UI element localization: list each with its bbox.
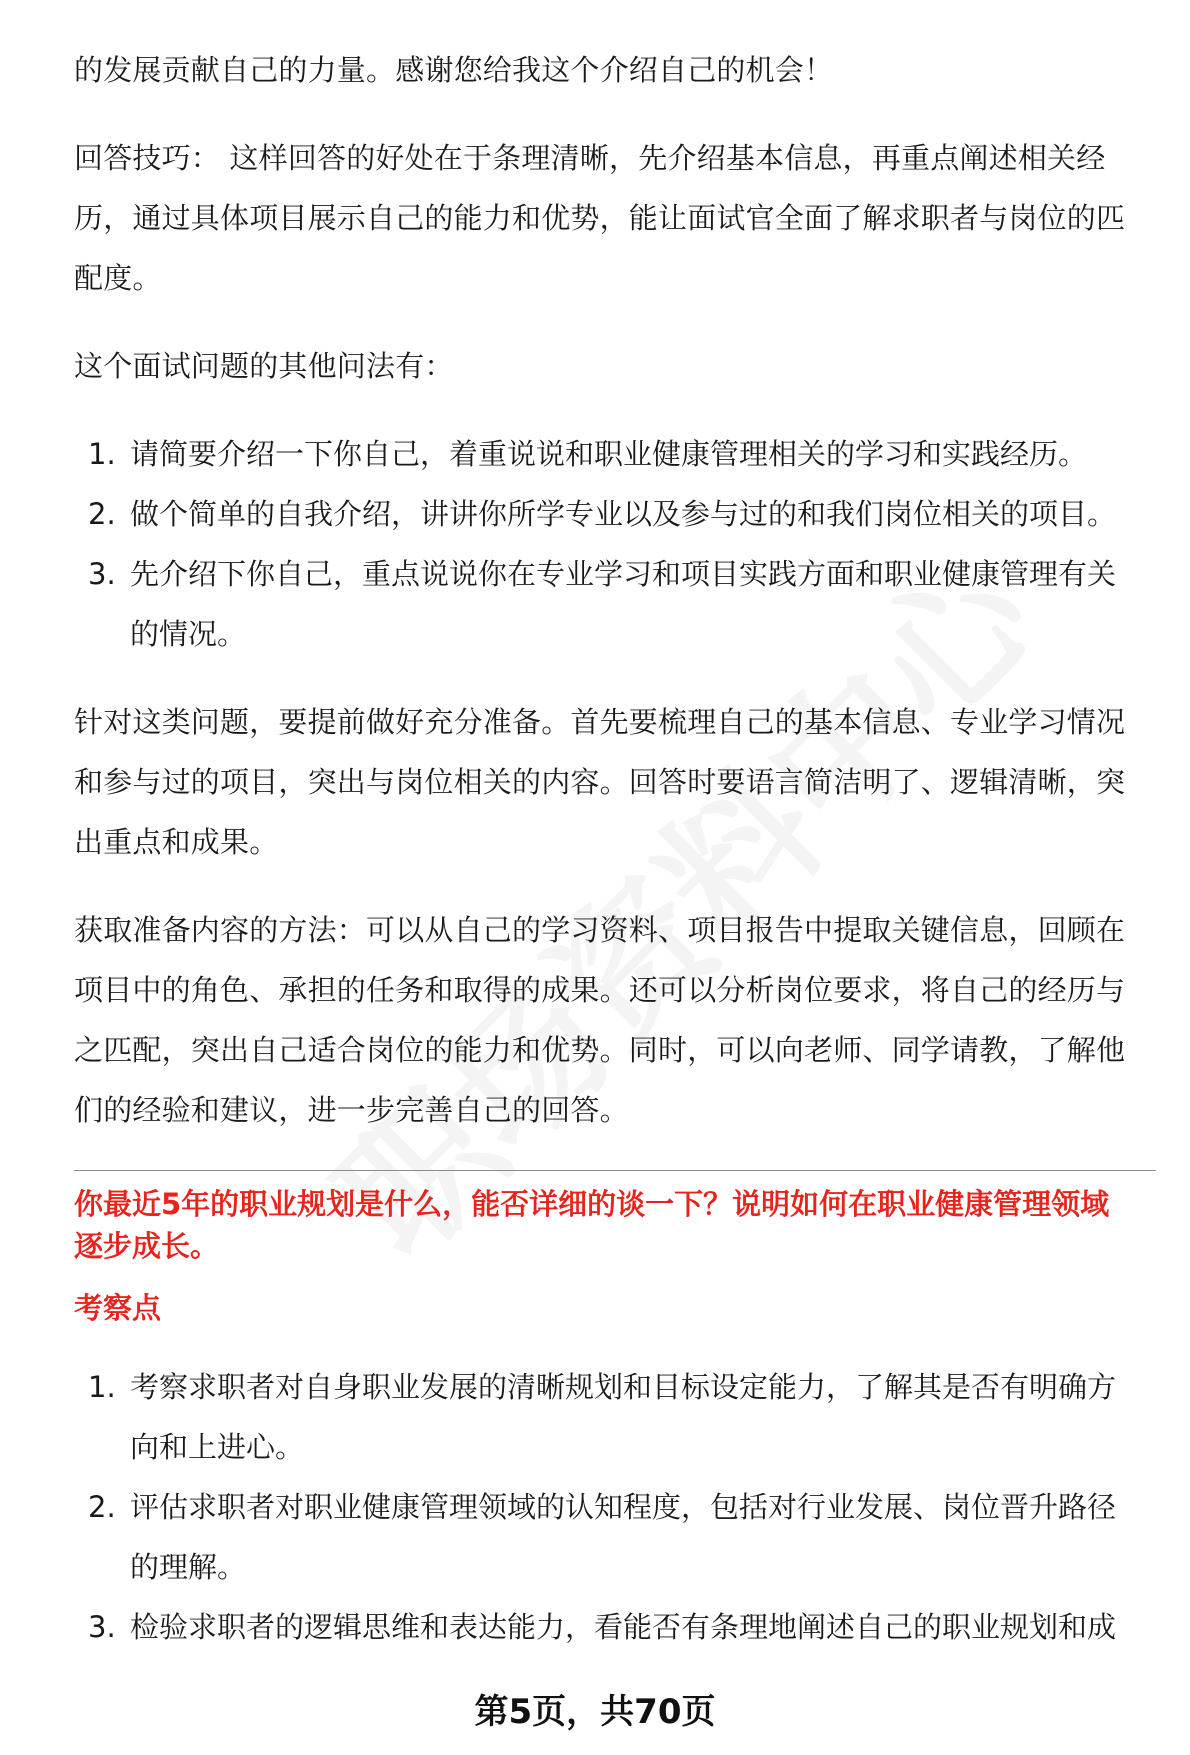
list-item-text: 的理解。 [130,1550,247,1584]
question-line: 逐步成长。 [74,1229,220,1263]
list-item [74,544,1156,664]
list-item-text: 检验求职者的逻辑思维和表达能力，看能否有条理地阐述自己的职业规划和成 [130,1610,1117,1644]
preparation-line: 针对这类问题，要提前做好充分准备。首先要梳理自己的基本信息、专业学习情况 [74,705,1126,739]
list-number: 2. [88,497,116,531]
method-line: 们的经验和建议，进一步完善自己的回答。 [74,1093,629,1127]
list-item-text: 向和上进心。 [130,1430,305,1464]
answer-tips-line: 配度。 [74,261,162,295]
list-item-text: 评估求职者对职业健康管理领域的认知程度，包括对行业发展、岗位晋升路径 [130,1490,1117,1524]
preparation-line: 和参与过的项目，突出与岗位相关的内容。回答时要语言简洁明了、逻辑清晰，突 [74,765,1126,799]
list-item [74,1357,1156,1477]
alt-questions-list [74,424,1156,664]
list-item-text: 做个简单的自我介绍，讲讲你所学专业以及参与过的和我们岗位相关的项目。 [130,497,1117,531]
list-item [74,1597,1156,1657]
check-points-heading: 考察点 [74,1291,162,1325]
method-line: 项目中的角色、承担的任务和取得的成果。还可以分析岗位要求，将自己的经历与 [74,973,1126,1007]
document-page [74,40,1156,1657]
list-number: 2. [88,1490,116,1524]
list-item-text: 请简要介绍一下你自己，着重说说和职业健康管理相关的学习和实践经历。 [130,437,1088,471]
list-item-text: 先介绍下你自己，重点说说你在专业学习和项目实践方面和职业健康管理有关 [130,557,1117,591]
method-line: 之匹配，突出自己适合岗位的能力和优势。同时，可以向老师、同学请教，了解他 [74,1033,1126,1067]
question-heading [74,1183,1156,1267]
paragraph-closing: 的发展贡献自己的力量。感谢您给我这个介绍自己的机会！ [74,53,834,87]
preparation-paragraph [74,692,1156,872]
page-footer: 第5页，共70页 [474,1692,716,1732]
section-divider [74,1170,1156,1171]
question-line: 你最近5年的职业规划是什么，能否详细的谈一下？说明如何在职业健康管理领域 [74,1187,1110,1221]
answer-tips-line: 回答技巧： 这样回答的好处在于条理清晰，先介绍基本信息，再重点阐述相关经 [74,141,1106,175]
list-item [74,424,1156,484]
list-number: 3. [88,1610,116,1644]
answer-tips-paragraph [74,128,1156,308]
alt-questions-intro: 这个面试问题的其他问法有： [74,349,454,383]
list-item-text: 的情况。 [130,617,247,651]
list-item [74,1477,1156,1597]
method-line: 获取准备内容的方法：可以从自己的学习资料、项目报告中提取关键信息，回顾在 [74,913,1126,947]
list-number: 3. [88,557,116,591]
list-number: 1. [88,437,116,471]
list-item [74,484,1156,544]
list-item-text: 考察求职者对自身职业发展的清晰规划和目标设定能力，了解其是否有明确方 [130,1370,1117,1404]
method-paragraph [74,900,1156,1140]
answer-tips-line: 历，通过具体项目展示自己的能力和优势，能让面试官全面了解求职者与岗位的匹 [74,201,1126,235]
preparation-line: 出重点和成果。 [74,825,279,859]
list-number: 1. [88,1370,116,1404]
check-points-list [74,1357,1156,1657]
